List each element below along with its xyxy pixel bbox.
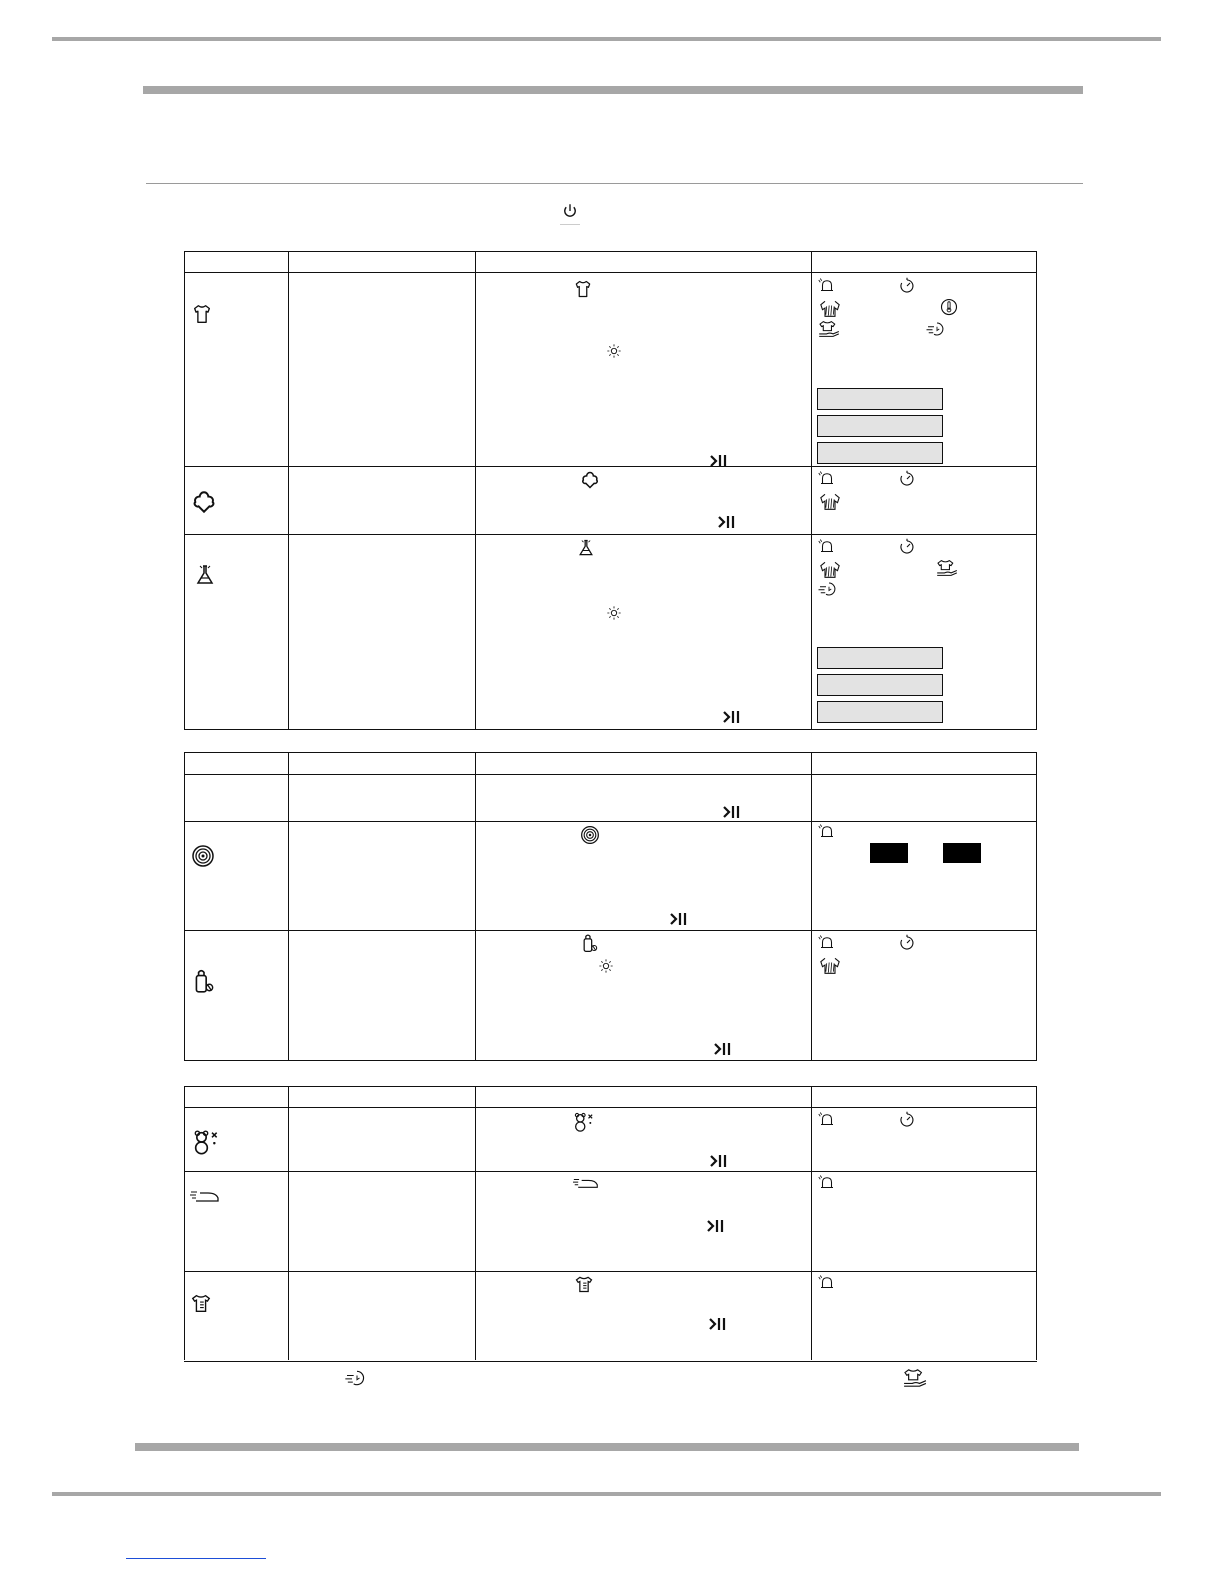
tshirt-icon	[573, 279, 593, 299]
table-row	[185, 273, 1037, 467]
anticrease-icon	[818, 491, 842, 511]
hand-shirt-icon	[818, 320, 840, 338]
wool-icon	[580, 825, 600, 845]
table-header-row	[185, 753, 1037, 775]
table-row	[185, 1272, 1037, 1360]
table-row	[185, 467, 1037, 535]
table-row	[185, 535, 1037, 730]
timer-icon	[898, 1111, 916, 1129]
timer-icon	[898, 277, 916, 295]
hand-shirt-icon	[936, 559, 958, 577]
option-box	[817, 415, 943, 437]
option-box	[817, 647, 943, 669]
program-table-1	[184, 251, 1037, 730]
anticrease-icon	[818, 559, 842, 579]
link-underline	[126, 1558, 266, 1559]
black-box	[870, 843, 908, 863]
baby-bottle-icon	[191, 967, 217, 995]
table-header-row	[185, 1087, 1037, 1108]
baby-bottle-icon	[580, 933, 600, 953]
option-box	[817, 701, 943, 723]
teddy-bear-icon	[572, 1111, 594, 1133]
anticrease-icon	[818, 955, 842, 975]
shirt-refresh-icon	[574, 1274, 594, 1294]
sun-icon	[606, 343, 622, 359]
bell-icon	[818, 1111, 836, 1129]
timer-icon	[898, 934, 916, 952]
bell-icon	[818, 470, 836, 488]
table-header-row	[185, 252, 1037, 273]
bell-icon	[818, 1174, 836, 1192]
hand-shirt-icon	[903, 1368, 927, 1388]
power-icon-underline	[560, 224, 580, 225]
start-pause-icon	[722, 709, 742, 725]
footer-bar	[135, 1443, 1079, 1451]
table-3-bottom-border	[184, 1361, 1037, 1362]
header-rule	[146, 183, 1083, 184]
start-pause-icon	[709, 1153, 729, 1169]
flask-icon	[193, 563, 217, 587]
table-row	[185, 1108, 1037, 1172]
quick-dry-icon	[818, 580, 840, 598]
iron-icon	[573, 1176, 599, 1190]
start-pause-icon	[708, 1316, 728, 1332]
quick-dry-icon	[345, 1368, 369, 1388]
iron-icon	[190, 1188, 220, 1204]
bell-icon	[818, 538, 836, 556]
black-box	[943, 843, 981, 863]
quick-dry-icon	[926, 320, 948, 338]
table-row	[185, 931, 1037, 1061]
bell-icon	[818, 934, 836, 952]
teddy-bear-icon	[191, 1128, 219, 1156]
program-table-3	[184, 1086, 1037, 1360]
timer-icon	[898, 538, 916, 556]
power-icon	[561, 202, 579, 220]
leaf-icon	[580, 470, 600, 490]
option-box	[817, 442, 943, 464]
program-table-2	[184, 752, 1037, 1061]
flask-icon	[576, 538, 596, 558]
thermometer-icon	[940, 298, 958, 316]
option-box	[817, 388, 943, 410]
bottom-bar	[52, 1492, 1161, 1496]
wool-icon	[191, 844, 215, 868]
start-pause-icon	[713, 1041, 733, 1057]
start-pause-icon	[669, 911, 689, 927]
top-bar	[52, 37, 1161, 41]
header-bar	[143, 86, 1083, 94]
start-pause-icon	[717, 514, 737, 530]
shirt-refresh-icon	[190, 1292, 212, 1314]
anticrease-icon	[818, 298, 842, 318]
bell-icon	[818, 277, 836, 295]
table-row	[185, 822, 1037, 931]
sun-icon	[598, 958, 614, 974]
bell-icon	[818, 1274, 836, 1292]
bell-icon	[818, 823, 836, 841]
start-pause-icon	[722, 804, 742, 820]
tshirt-icon	[191, 303, 213, 325]
leaf-icon	[191, 489, 217, 515]
sun-icon	[606, 605, 622, 621]
table-row	[185, 1172, 1037, 1272]
start-pause-icon	[706, 1218, 726, 1234]
option-box	[817, 674, 943, 696]
table-row	[185, 775, 1037, 822]
timer-icon	[898, 470, 916, 488]
